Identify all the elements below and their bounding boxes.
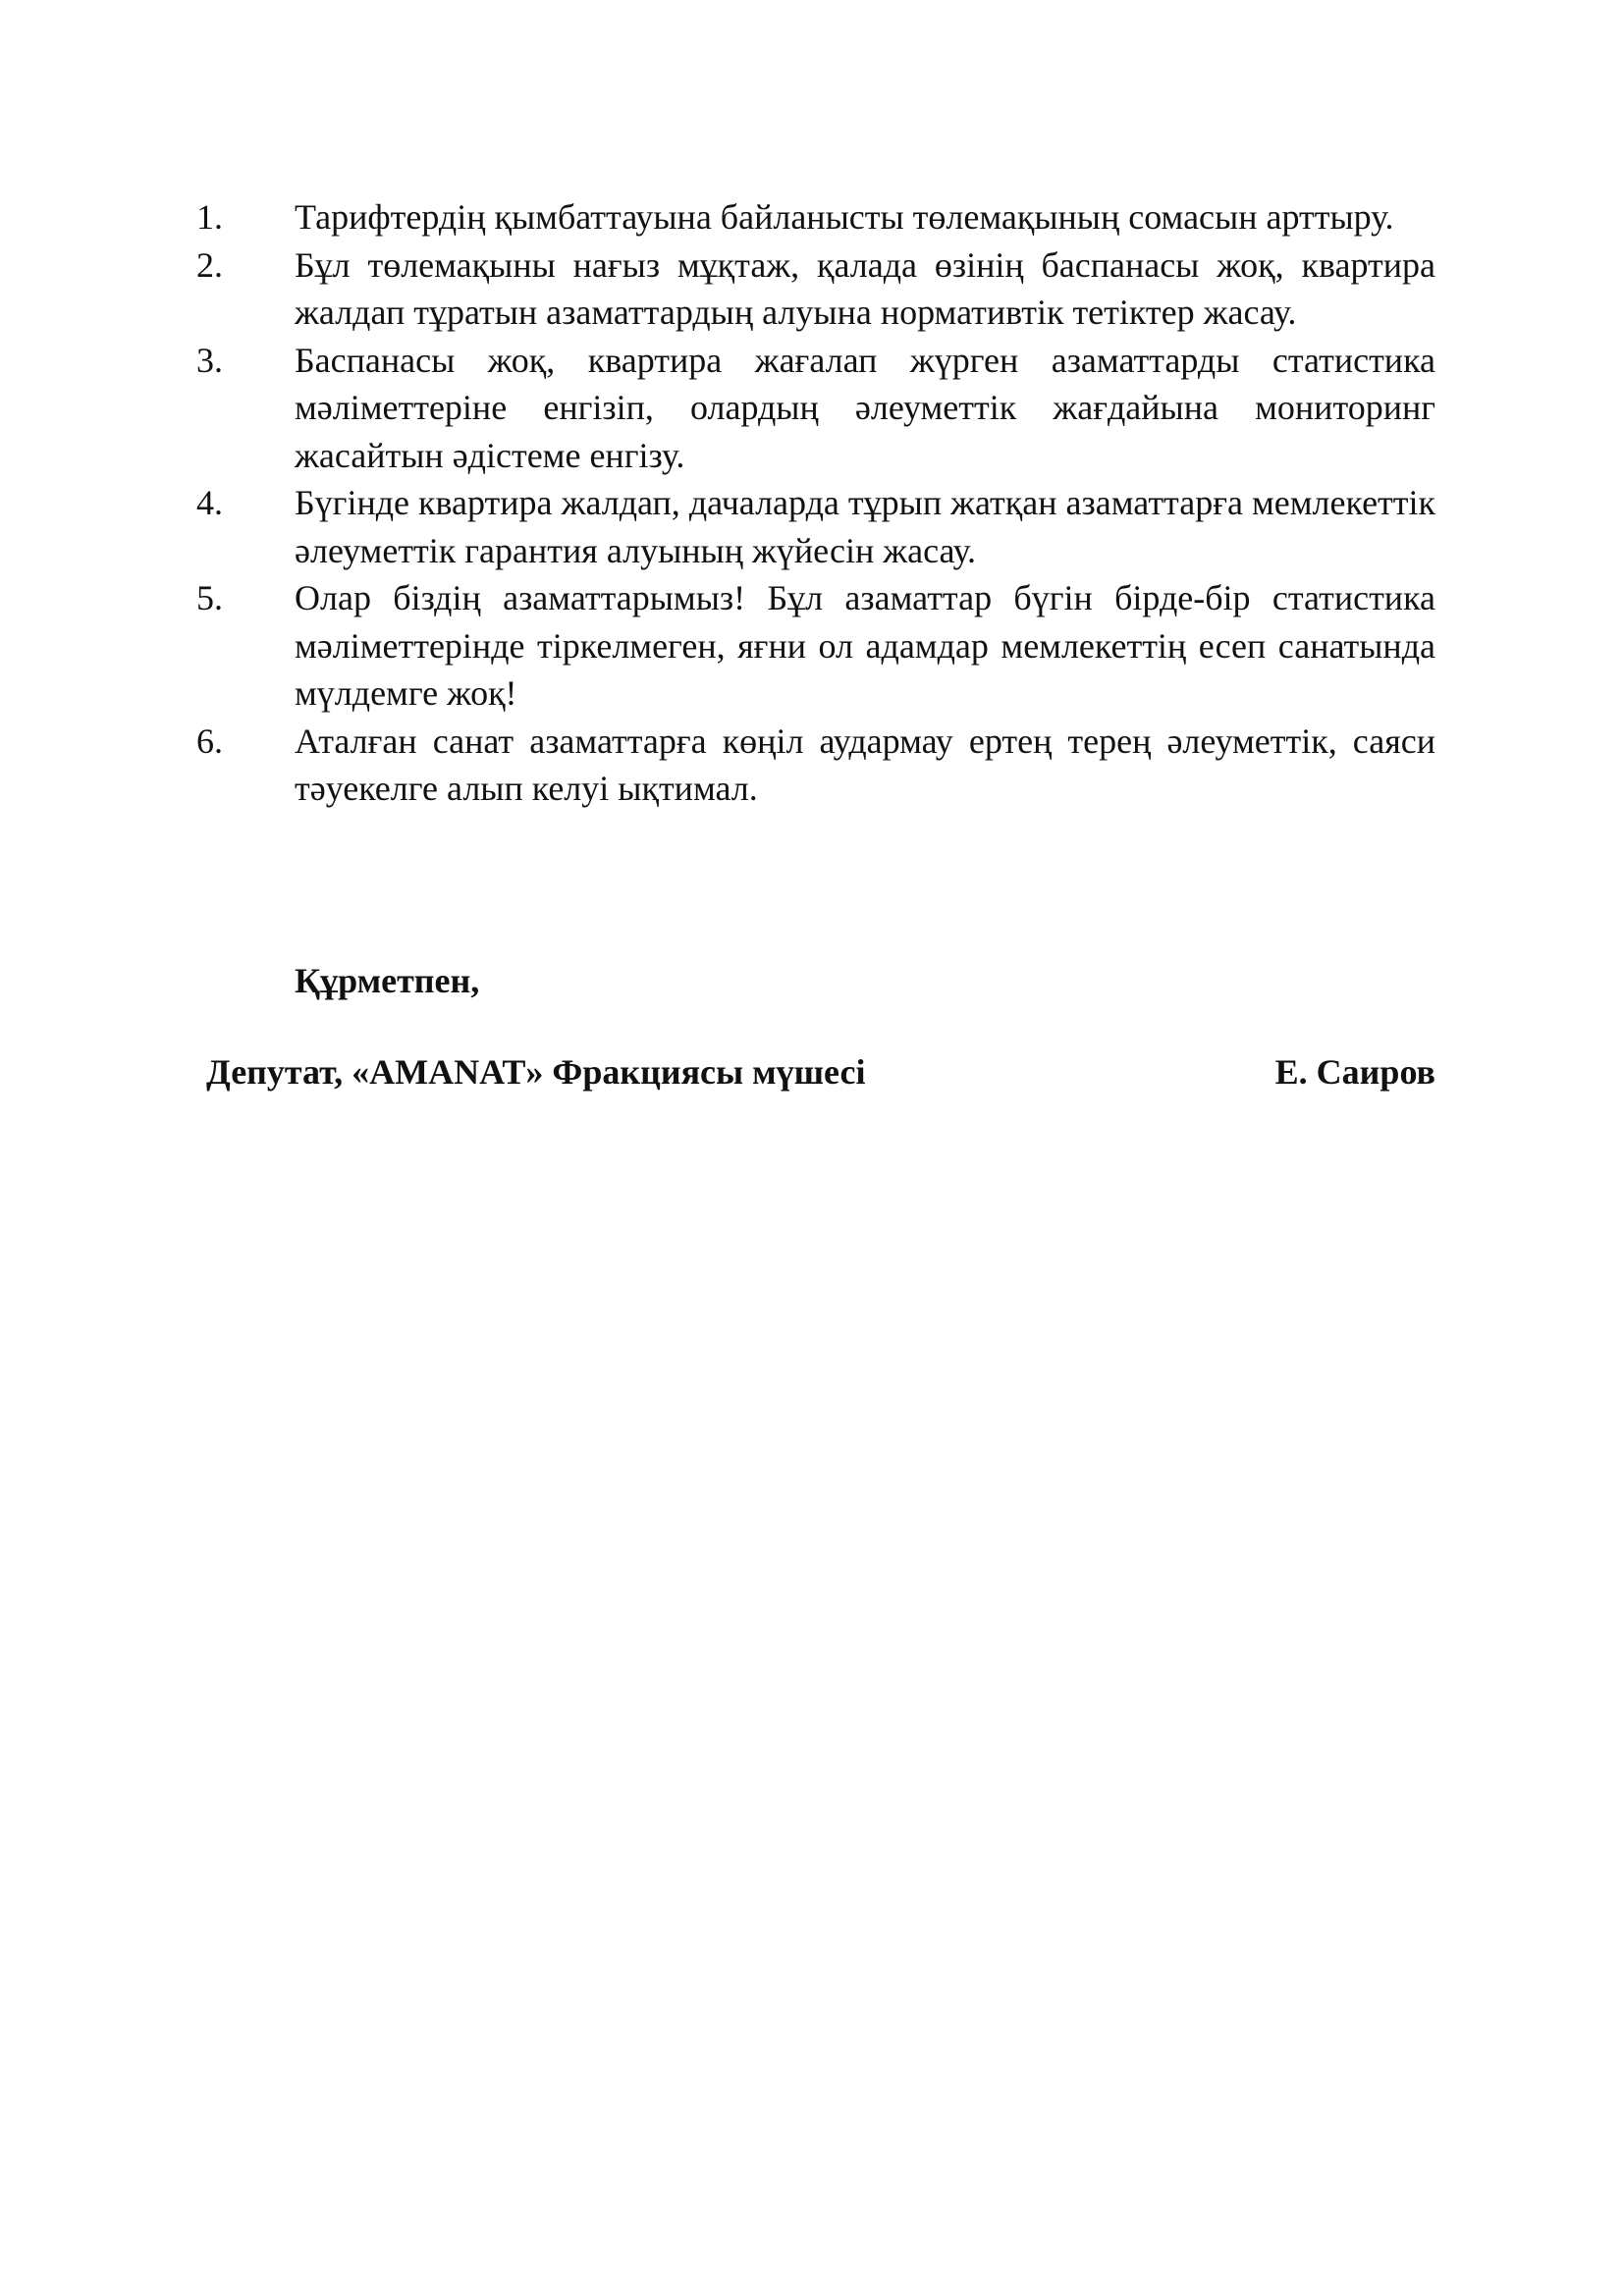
list-item bbox=[196, 718, 1435, 813]
signatory-name: Е. Саиров bbox=[1274, 1052, 1435, 1092]
item-number: 3. bbox=[196, 340, 223, 380]
signatory-role: Депутат, «AMANAT» Фракциясы мүшесі bbox=[206, 1052, 866, 1092]
item-text: Бұл төлемақыны нағыз мұқтаж, қалада өзінің баспанасы жоқ, квартира жалдап тұратын азаматтардың алуына нормативтік тетіктер жасау. bbox=[295, 244, 1435, 332]
list-item bbox=[196, 337, 1435, 480]
item-text: Олар біздің азаматтарымыз! Бұл азаматтар бүгін бірде-бір статистика мәліметтерінде тіркелмеген, яғни ол адамдар мемлекеттің есеп санатында мүлдемге жоқ! bbox=[295, 578, 1435, 713]
proposal-list bbox=[196, 193, 1435, 813]
closing-salutation: Құрметпен, bbox=[295, 961, 480, 1000]
item-number: 5. bbox=[196, 578, 223, 617]
item-number: 4. bbox=[196, 483, 223, 522]
list-item bbox=[196, 574, 1435, 718]
item-text: Тарифтердің қымбаттауына байланысты төлемақының сомасын арттыру. bbox=[295, 197, 1394, 237]
list-item bbox=[196, 479, 1435, 574]
item-text: Баспанасы жоқ, квартира жағалап жүрген азаматтарды статистика мәліметтеріне енгізіп, олардың әлеуметтік жағдайына мониторинг жасайтын әдістеме енгізу. bbox=[295, 340, 1435, 475]
item-text: Аталған санат азаматтарға көңіл аудармау ертең терең әлеуметтік, саяси тәуекелге алып келуі ықтимал. bbox=[295, 721, 1435, 808]
list-item bbox=[196, 241, 1435, 337]
item-number: 2. bbox=[196, 244, 223, 285]
item-number: 1. bbox=[196, 197, 223, 237]
signature-block bbox=[206, 1048, 1435, 1095]
item-text: Бүгінде квартира жалдап, дачаларда тұрып жатқан азаматтарға мемлекеттік әлеуметтік гарантия алуының жүйесін жасау. bbox=[295, 483, 1435, 570]
item-number: 6. bbox=[196, 721, 223, 761]
list-item bbox=[196, 193, 1435, 241]
